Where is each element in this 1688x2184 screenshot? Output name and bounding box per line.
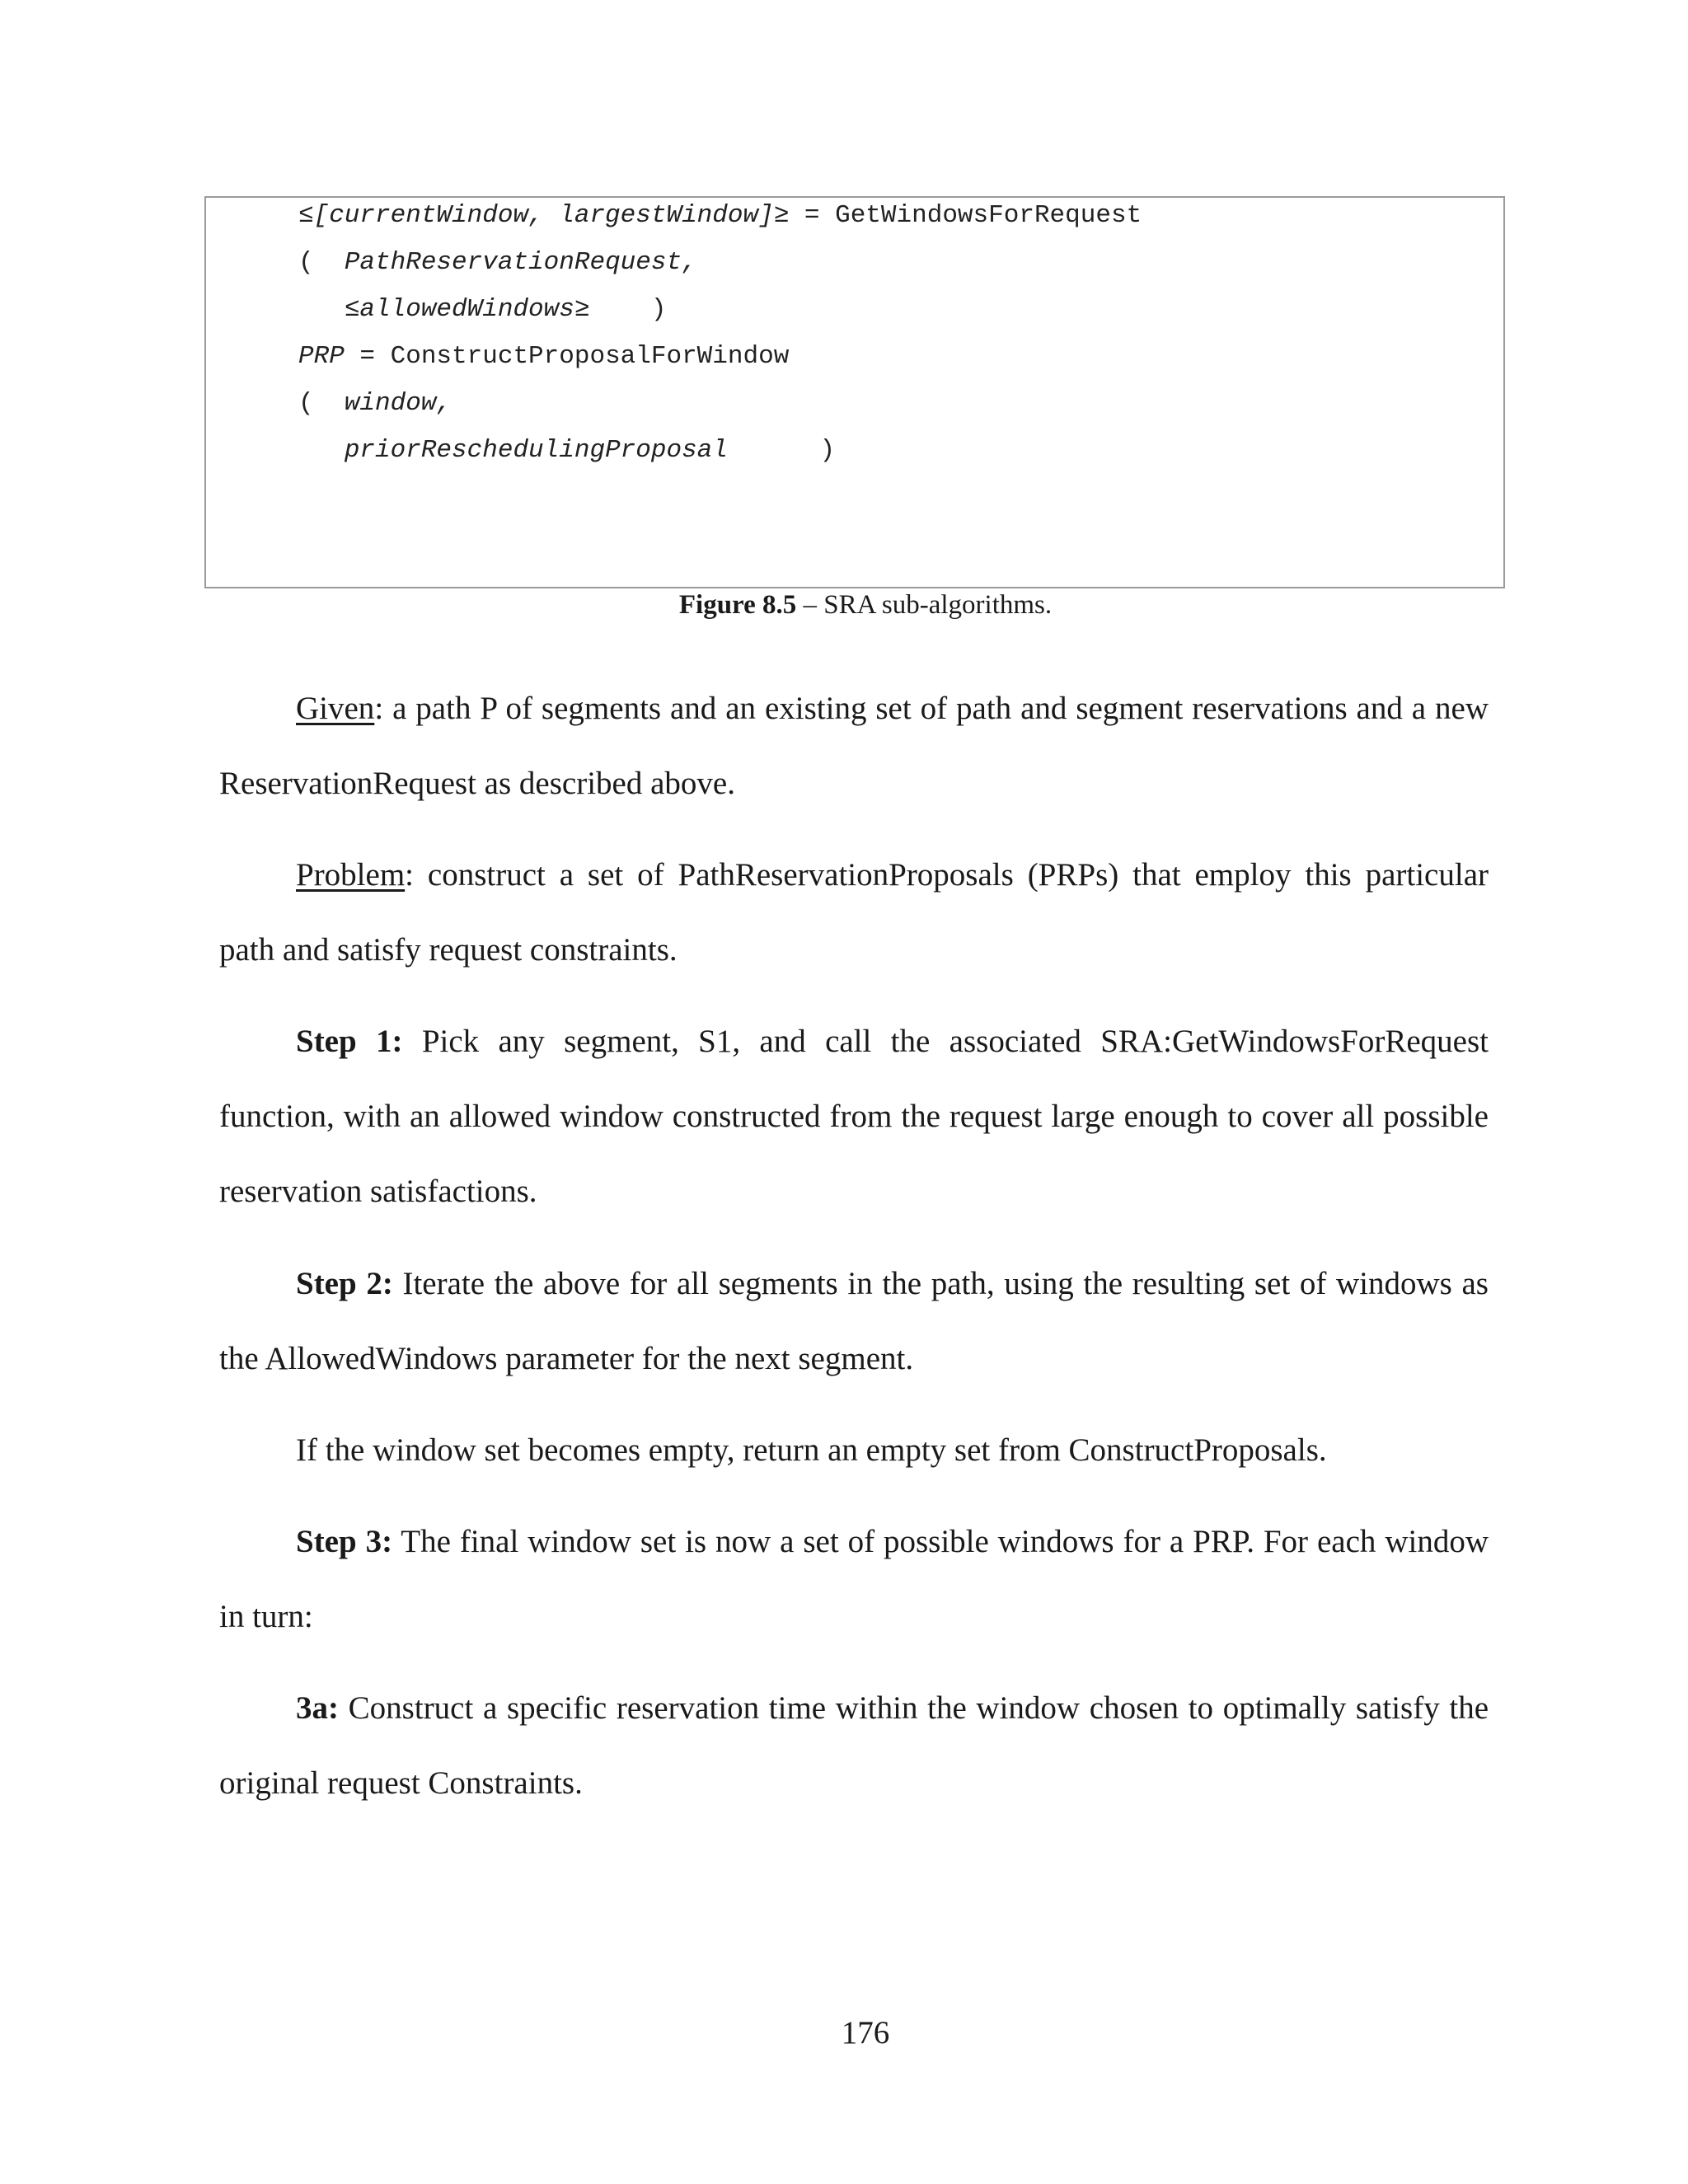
paragraph-given: Given: a path P of segments and an existing set of path and segment reservations and a new ReservationRequest as described above.	[219, 691, 1489, 801]
figure-caption	[0, 587, 1688, 623]
code-line-1: ≤[currentWindow, largestWindow]≥ = GetWindowsForRequest	[298, 201, 1142, 230]
step-3a-label: 3a:	[296, 1690, 339, 1726]
given-label: Given	[296, 691, 375, 726]
paragraph-problem: Problem: construct a set of PathReservationProposals (PRPs) that employ this particular path and satisfy request constraints.	[219, 857, 1489, 968]
code-block	[204, 196, 1505, 588]
paragraph-step-2: Step 2: Iterate the above for all segments in the path, using the resulting set of windows as the AllowedWindows parameter for the next segment.	[219, 1266, 1489, 1376]
code-line-3: ≤allowedWindows≥ )	[344, 295, 667, 324]
step-2-label: Step 2:	[296, 1266, 393, 1301]
page-number: 176	[841, 2015, 890, 2050]
code-line-6: priorReschedulingProposal )	[344, 436, 836, 465]
step-1-label: Step 1:	[296, 1024, 403, 1059]
code-line-5: ( window,	[298, 389, 452, 418]
step-3-label: Step 3:	[296, 1524, 393, 1559]
paragraph-empty-window: If the window set becomes empty, return an empty set from ConstructProposals.	[296, 1432, 1327, 1468]
code-line-2: ( PathReservationRequest,	[298, 248, 697, 277]
figure-label: Figure 8.5	[678, 590, 797, 620]
paragraph-step-1: Step 1: Pick any segment, S1, and call the associated SRA:GetWindowsForRequest function, with an allowed window constructed from the request large enough to cover all possible reservation satisfactions.	[219, 1024, 1489, 1209]
code-line-4: PRP = ConstructProposalForWindow	[298, 342, 790, 371]
problem-label: Problem	[296, 857, 406, 893]
paragraph-step-3a: 3a: Construct a specific reservation time within the window chosen to optimally satisfy the original request Constraints.	[219, 1690, 1489, 1801]
figure-caption-text: – SRA sub-algorithms.	[796, 590, 1053, 620]
paragraph-step-3: Step 3: The final window set is now a set of possible windows for a PRP. For each window in turn:	[219, 1524, 1489, 1634]
